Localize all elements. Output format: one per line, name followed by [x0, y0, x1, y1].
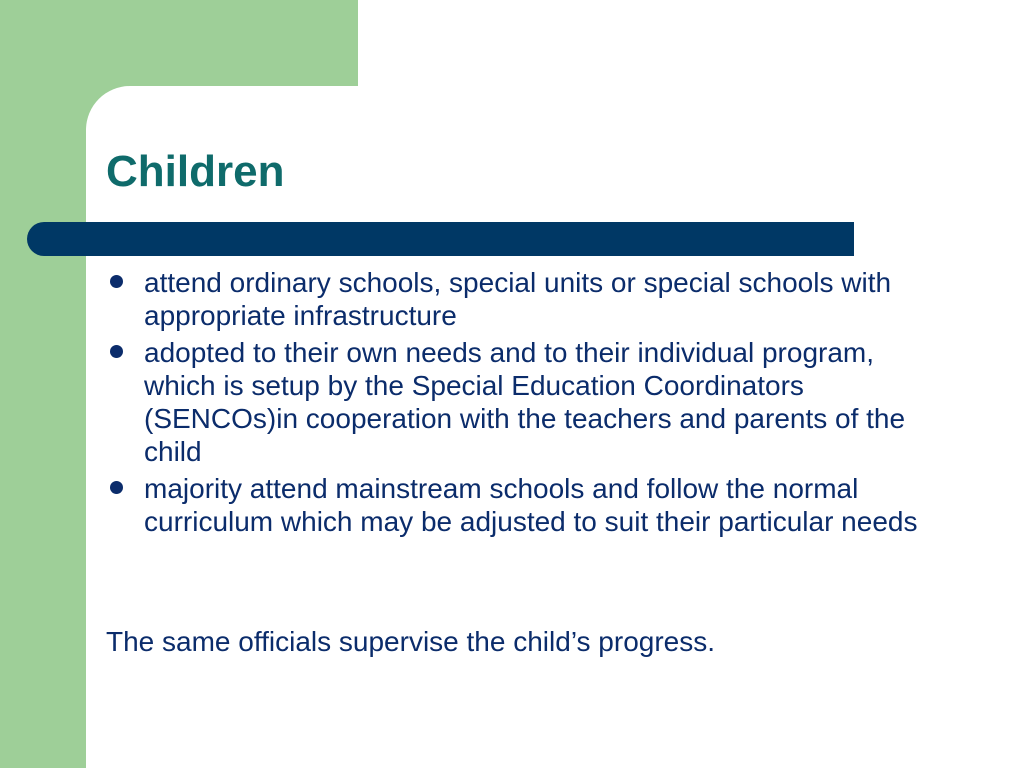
- bullet-item: [106, 336, 926, 468]
- bullet-dot-icon: [110, 275, 123, 288]
- bullet-list: [106, 266, 926, 542]
- title-underline-bar: [27, 222, 854, 256]
- slide-title: Children: [106, 147, 285, 196]
- bullet-item: [106, 472, 926, 538]
- bullet-item: [106, 266, 926, 332]
- bullet-text: adopted to their own needs and to their individual program, which is setup by the Special Education Coordinators (SENCOs)in cooperation with the teachers and parents of the child: [144, 337, 906, 467]
- bullet-dot-icon: [110, 481, 123, 494]
- closing-statement: The same officials supervise the child’s progress.: [106, 626, 716, 657]
- bullet-text: attend ordinary schools, special units or special schools with appropriate infrastructure: [144, 267, 892, 331]
- bullet-text: majority attend mainstream schools and follow the normal curriculum which may be adjusted to suit their particular needs: [144, 473, 918, 537]
- bullet-dot-icon: [110, 345, 123, 358]
